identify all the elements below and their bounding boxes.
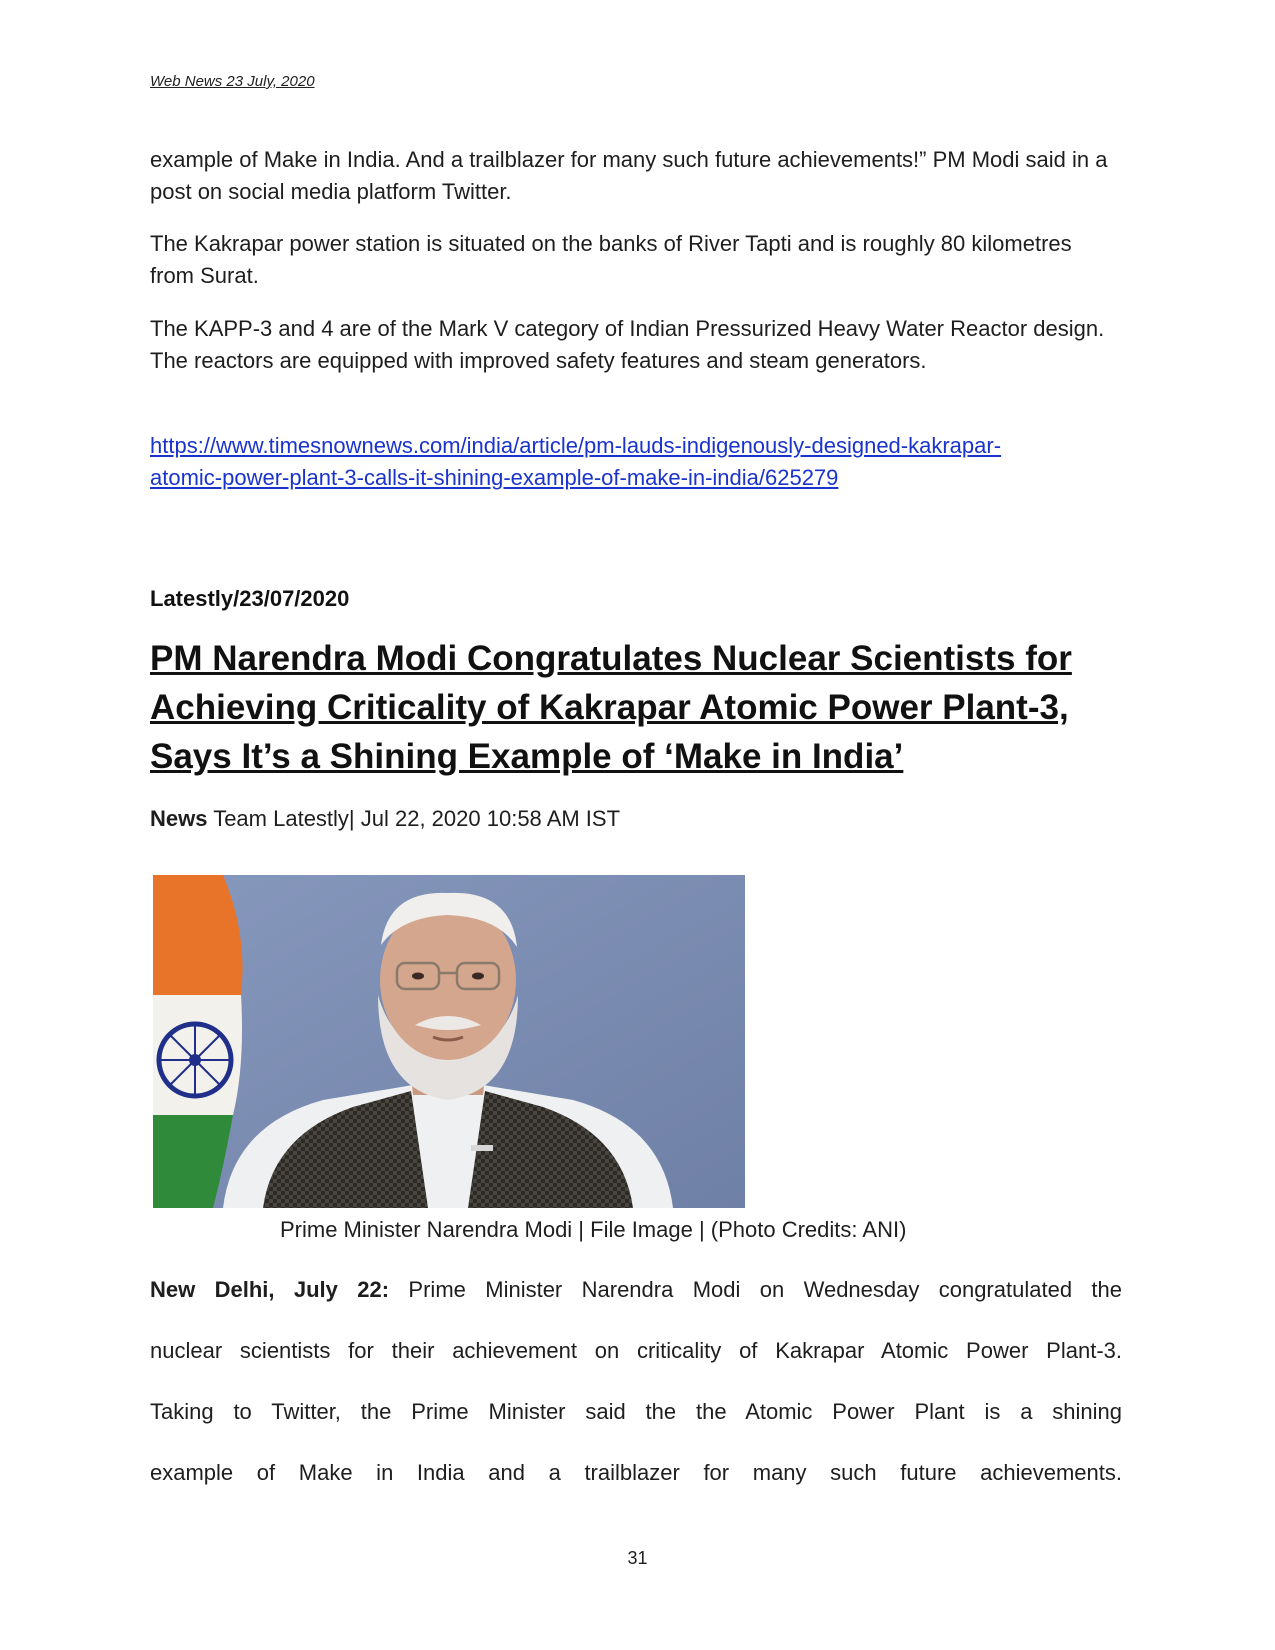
source-link-line-2[interactable]: atomic-power-plant-3-calls-it-shining-example-of-make-in-india/625279 <box>150 465 839 490</box>
dateline: New Delhi, July 22: <box>150 1277 390 1302</box>
article-source-date: Latestly/23/07/2020 <box>150 586 350 611</box>
paragraph-location: The Kakrapar power station is situated on the banks of River Tapti and is roughly 80 kilometres from Surat. <box>150 231 1072 288</box>
byline-bold: News <box>150 806 208 831</box>
paragraph-reactor-design: The KAPP-3 and 4 are of the Mark V category of Indian Pressurized Heavy Water Reactor design. The reactors are equipped with improved safety features and steam generators. <box>150 316 1105 373</box>
photo-caption: Prime Minister Narendra Modi | File Image | (Photo Credits: ANI) <box>280 1217 907 1242</box>
paragraph-twitter-quote: example of Make in India. And a trailblazer for many such future achievements!” PM Modi said in a post on social media platform Twitter. <box>150 147 1108 204</box>
body-line-1-text: Prime Minister Narendra Modi on Wednesday congratulated the <box>389 1277 1122 1302</box>
byline-text: Team Latestly| Jul 22, 2020 10:58 AM IST <box>207 806 621 831</box>
running-head: Web News 23 July, 2020 <box>150 73 315 90</box>
article-body-line-3: Taking to Twitter, the Prime Minister said the the Atomic Power Plant is a shining <box>150 1399 1122 1424</box>
article-body-line-4: example of Make in India and a trailblazer for many such future achievements. <box>150 1460 1122 1485</box>
page-number: 31 <box>627 1548 648 1568</box>
portrait-illustration <box>153 875 745 1208</box>
article-body-line-2: nuclear scientists for their achievement on criticality of Kakrapar Atomic Power Plant-3. <box>150 1338 1122 1363</box>
article-headline: PM Narendra Modi Congratulates Nuclear Scientists for Achieving Criticality of Kakrapar Atomic Power Plant-3, Says It’s a Shining Example of ‘Make in India’ <box>150 639 1072 776</box>
article-photo <box>153 875 745 1208</box>
source-link-line-1[interactable]: https://www.timesnownews.com/india/article/pm-lauds-indigenously-designed-kakrapar- <box>150 433 1002 458</box>
article-byline <box>150 806 620 832</box>
article-body-line-1 <box>150 1275 1122 1305</box>
